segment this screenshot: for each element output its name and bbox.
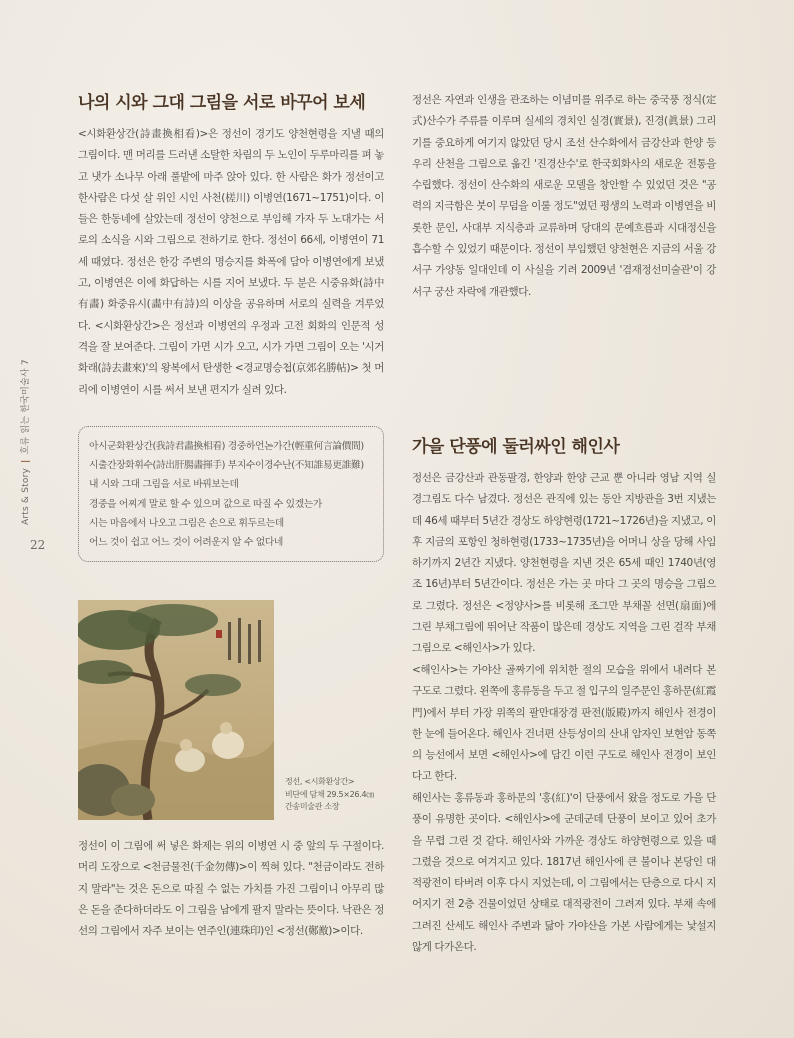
right-body-paragraph-1: 정선은 자연과 인생을 관조하는 이념미를 위주로 하는 중국풍 정식(定式)산수가 주류를 이루며 실세의 경치인 실경(實景), 진경(眞景) 그리기를 중요하게 여기지 않았던 당시 조선 산수화에서 금강산과 한양 등 우리 산천을 그림으로 옮긴 '진경산수'로 한국회화사의 새로운 전통을 수립했다. 정선이 산수화의 새로운 모델을 창안할 수 있었던 것은 "공력의 지극함은 붓이 무덤을 이룰 정도"였던 평생의 노력과 이병연을 비롯한 문인, 사대부 지식층과 교류하며 당대의 문예흐름과 시대정신을 흡수할 수 있었기 때문이다. 정선이 부임했던 양천현은 지금의 서울 강서구 가양동 일대인데 이 사실을 기려 2009년 '겸재정선미술관'이 강서구 궁산 자락에 개관했다.	[412, 94, 716, 298]
right-body-paragraph-3: <해인사>는 가야산 골짜기에 위치한 절의 모습을 위에서 내려다 본 구도로 그렸다. 왼쪽에 홍류동을 두고 절 입구의 일주문인 홍하문(紅霞門)에서 부터 가장 위쪽의 팔만대장경 판전(版殿)까지 해인사 전경이 한 눈에 들어온다. 해인사 건너편 산등성이의 산내 암자인 보현암 동쪽의 능선에서 보면 <해인사>에 담긴 이런 구도로 해인사 전경이 보인다고 한다.	[412, 664, 716, 783]
left-body-paragraph-1: <시화환상간(詩畫換相看)>은 정선이 경기도 양천현령을 지낼 때의 그림이다. 맨 머리를 드러낸 소탈한 차림의 두 노인이 두루마리를 펴 놓고 냇가 소나무 아래 풀밭에 마주 앉아 있다. 한 사람은 화가 정선이고 한사람은 다섯 살 위인 시인 사천(槎川) 이병연(1671~1751)이다. 이들은 한동네에 살았는데 정선이 양천으로 부임해 가자 두 노대가는 서로의 소식을 시와 그림으로 전하기로 한다. 정선이 66세, 이병연이 71세 때였다. 정선은 한강 주변의 명승지를 화폭에 담아 이병연에게 보냈고, 이병연은 이에 화답하는 시를 지어 보냈다. 두 분은 시중유화(詩中有畵) 화중유시(畵中有詩)의 이상을 공유하며 서로의 실력을 겨루었다. <시화환상간>은 정선과 이병연의 우정과 고전 회화의 인문적 성격을 잘 보여준다. 그림이 가면 시가 오고, 시가 가면 그림이 오는 '시거화래(詩去畫來)'의 왕복에서 탄생한 <경교명승첩(京郊名勝帖)> 첫 머리에 이병연이 시를 써서 보낸 편지가 실려 있다.	[78, 128, 384, 396]
side-section-label	[18, 325, 34, 525]
caption-title: 정선, <시화환상간>	[285, 777, 355, 786]
poem-line-2: 시출간장화휘수(詩出肝腸畵揮手) 부지수이경수난(不知誰易更誰難)	[89, 460, 364, 472]
painting-illustration	[78, 600, 274, 820]
poem-line-1: 아시군화환상간(我詩君畵換相看) 경중하언논가간(輕重何言論價間)	[89, 441, 364, 452]
caption-medium: 비단에 담채 29.5×26.4㎝	[285, 789, 374, 799]
poem-line-4: 경중을 어찌게 말로 할 수 있으며 값으로 따질 수 있겠는가	[89, 498, 322, 510]
painting-sihwa-hwansanggan	[78, 600, 274, 820]
right-body-paragraph-4: 해인사는 홍류동과 홍하문의 '홍(紅)'이 단풍에서 왔을 정도로 가을 단풍이 유명한 곳이다. <해인사>에 군데군데 단풍이 보이고 있어 초가을 무렵 그린 것 같다. 해인사와 가까운 경상도 하양현령으로 있을 때 그렸을 것으로 여겨지고 있다. 1817년 해인사에 큰 불이나 본당인 대적광전이 타버려 이후 다시 지었는데, 이 그림에서는 단층으로 다시 지어지기 전 2층 건물이었던 상태로 대적광전이 그려져 있다. 부채 속에 그려진 산세도 해인사 주변과 닮아 가야산을 가본 사람에게는 낯설지 않게 다가온다.	[412, 792, 716, 954]
poem-box	[78, 426, 384, 562]
poem-line-6: 어느 것이 쉽고 어느 것이 어려운지 알 수 없다네	[89, 537, 283, 549]
side-label-separator: |	[21, 459, 31, 463]
page-number: 22	[30, 538, 46, 552]
caption-collection: 간송미술관 소장	[285, 802, 340, 811]
side-label-subtitle: 호류 읽는 한국미술사 7	[21, 359, 31, 455]
poem-line-5: 시는 마음에서 나오고 그림은 손으로 휘두르는데	[89, 517, 284, 529]
painting-caption	[285, 776, 374, 814]
left-body-paragraph-2: 정선이 이 그림에 써 넣은 화제는 위의 이병연 시 중 앞의 두 구절이다. 머리 도장으로 <천금물전(千金勿傳)>이 찍혀 있다. "천금이라도 전하지 말라"는 것은 돈으로 따질 수 없는 가치를 가진 그림이니 아무리 많은 돈을 준다하더라도 이 그림을 남에게 팔지 말라는 뜻이다. 낙관은 정선의 그림에서 자주 보이는 연주인(連珠印)인 <정선(鄭敾)>이다.	[78, 840, 384, 938]
right-article-title: 가을 단풍에 둘러싸인 해인사	[412, 437, 620, 457]
poem-line-3: 내 시와 그대 그림을 서로 바꿔보는데	[89, 479, 239, 491]
right-body-paragraph-2: 정선은 금강산과 관동팔경, 한양과 한양 근교 뿐 아니라 영남 지역 실경그림도 다수 남겼다. 정선은 관직에 있는 동안 지방관을 3번 지냈는데 46세 때부터 5년간 경상도 하양현령(1721~1726년)을 지냈고, 이후 지금의 포항인 청하현령(1733~1735년)을 어머니 상을 당해 사임하기까지 2년간 지냈다. 양천현령을 지낸 것은 65세 때인 1740년(영조 16년)부터 5년간이다. 정선은 가는 곳 마다 그 곳의 명승을 그림으로 그렸다. 정선은 <정양사>를 비롯해 조그만 부채꼴 선면(扇面)에 그린 부채그림에 뛰어난 작품이 많은데 경상도 지역을 그린 걸작 부채그림으로 <해인사>가 있다.	[412, 472, 716, 655]
side-label-text: Arts & Story	[21, 468, 31, 525]
left-article-title: 나의 시와 그대 그림을 서로 바꾸어 보세	[78, 93, 366, 113]
